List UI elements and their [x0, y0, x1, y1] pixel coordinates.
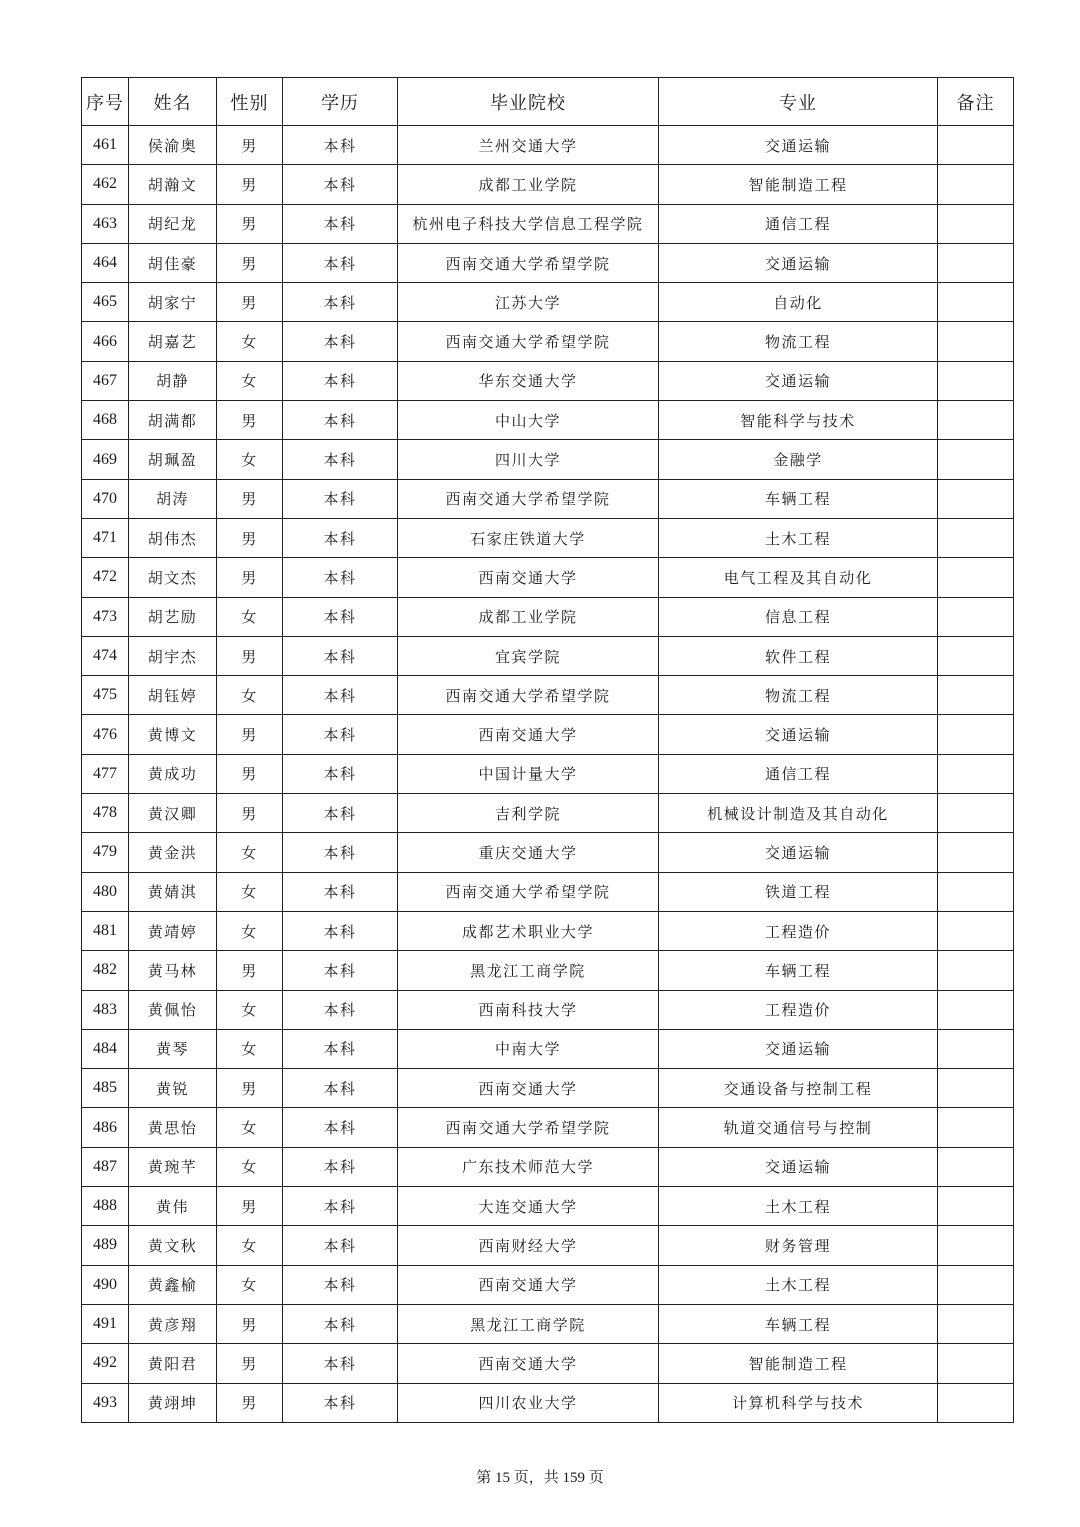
- cell-remarks: [938, 518, 1014, 557]
- table-body: [82, 126, 1014, 1423]
- cell-gender: 女: [217, 1147, 283, 1186]
- cell-major: 车辆工程: [659, 479, 938, 518]
- cell-serial-number: 473: [82, 597, 129, 636]
- cell-gender: 男: [217, 1344, 283, 1383]
- cell-serial-number: 480: [82, 872, 129, 911]
- cell-remarks: [938, 243, 1014, 282]
- table-row: [82, 1344, 1014, 1383]
- cell-education: 本科: [283, 361, 398, 400]
- cell-serial-number: 486: [82, 1108, 129, 1147]
- cell-name: 黄婧淇: [129, 872, 217, 911]
- cell-school: 西南交通大学希望学院: [398, 479, 659, 518]
- cell-education: 本科: [283, 518, 398, 557]
- cell-major: 交通运输: [659, 833, 938, 872]
- cell-school: 西南科技大学: [398, 990, 659, 1029]
- cell-remarks: [938, 204, 1014, 243]
- cell-education: 本科: [283, 1265, 398, 1304]
- cell-major: 财务管理: [659, 1226, 938, 1265]
- cell-name: 黄锐: [129, 1069, 217, 1108]
- cell-name: 胡艺励: [129, 597, 217, 636]
- cell-gender: 男: [217, 715, 283, 754]
- cell-serial-number: 477: [82, 754, 129, 793]
- table-row: [82, 754, 1014, 793]
- cell-remarks: [938, 165, 1014, 204]
- header-serial-number: 序号: [82, 78, 129, 126]
- cell-name: 胡佳豪: [129, 243, 217, 282]
- cell-name: 胡纪龙: [129, 204, 217, 243]
- cell-school: 西南交通大学: [398, 1344, 659, 1383]
- cell-name: 胡珮盈: [129, 440, 217, 479]
- cell-major: 通信工程: [659, 204, 938, 243]
- cell-serial-number: 483: [82, 990, 129, 1029]
- cell-education: 本科: [283, 1069, 398, 1108]
- cell-gender: 男: [217, 794, 283, 833]
- cell-school: 西南交通大学希望学院: [398, 243, 659, 282]
- table-row: [82, 283, 1014, 322]
- cell-major: 交通设备与控制工程: [659, 1069, 938, 1108]
- cell-school: 西南交通大学: [398, 558, 659, 597]
- cell-major: 物流工程: [659, 676, 938, 715]
- cell-major: 电气工程及其自动化: [659, 558, 938, 597]
- cell-name: 胡满都: [129, 401, 217, 440]
- cell-remarks: [938, 990, 1014, 1029]
- cell-serial-number: 488: [82, 1187, 129, 1226]
- cell-gender: 女: [217, 1226, 283, 1265]
- cell-school: 西南交通大学: [398, 1265, 659, 1304]
- cell-name: 黄文秋: [129, 1226, 217, 1265]
- cell-gender: 女: [217, 1265, 283, 1304]
- table-row: [82, 440, 1014, 479]
- cell-school: 兰州交通大学: [398, 126, 659, 165]
- cell-major: 通信工程: [659, 754, 938, 793]
- cell-education: 本科: [283, 715, 398, 754]
- cell-major: 金融学: [659, 440, 938, 479]
- table-row: [82, 676, 1014, 715]
- cell-gender: 男: [217, 558, 283, 597]
- cell-name: 黄成功: [129, 754, 217, 793]
- cell-school: 西南交通大学: [398, 1069, 659, 1108]
- cell-school: 西南交通大学希望学院: [398, 676, 659, 715]
- cell-name: 胡伟杰: [129, 518, 217, 557]
- cell-gender: 女: [217, 361, 283, 400]
- cell-gender: 女: [217, 833, 283, 872]
- table-row: [82, 322, 1014, 361]
- cell-education: 本科: [283, 636, 398, 675]
- cell-education: 本科: [283, 1108, 398, 1147]
- cell-education: 本科: [283, 243, 398, 282]
- cell-education: 本科: [283, 872, 398, 911]
- cell-school: 杭州电子科技大学信息工程学院: [398, 204, 659, 243]
- cell-major: 轨道交通信号与控制: [659, 1108, 938, 1147]
- cell-education: 本科: [283, 833, 398, 872]
- table-row: [82, 872, 1014, 911]
- cell-major: 交通运输: [659, 126, 938, 165]
- cell-education: 本科: [283, 204, 398, 243]
- cell-education: 本科: [283, 401, 398, 440]
- cell-school: 黑龙江工商学院: [398, 1304, 659, 1343]
- cell-gender: 男: [217, 165, 283, 204]
- cell-major: 土木工程: [659, 1187, 938, 1226]
- header-row: [82, 78, 1014, 126]
- cell-major: 车辆工程: [659, 1304, 938, 1343]
- cell-remarks: [938, 597, 1014, 636]
- cell-gender: 女: [217, 322, 283, 361]
- cell-gender: 女: [217, 872, 283, 911]
- cell-education: 本科: [283, 558, 398, 597]
- cell-school: 江苏大学: [398, 283, 659, 322]
- cell-gender: 男: [217, 126, 283, 165]
- cell-remarks: [938, 283, 1014, 322]
- cell-school: 石家庄铁道大学: [398, 518, 659, 557]
- cell-remarks: [938, 1069, 1014, 1108]
- cell-gender: 女: [217, 990, 283, 1029]
- cell-major: 交通运输: [659, 361, 938, 400]
- cell-major: 智能制造工程: [659, 1344, 938, 1383]
- cell-school: 西南财经大学: [398, 1226, 659, 1265]
- cell-remarks: [938, 440, 1014, 479]
- cell-education: 本科: [283, 440, 398, 479]
- cell-serial-number: 464: [82, 243, 129, 282]
- cell-major: 铁道工程: [659, 872, 938, 911]
- cell-name: 黄汉卿: [129, 794, 217, 833]
- cell-school: 华东交通大学: [398, 361, 659, 400]
- cell-school: 成都工业学院: [398, 165, 659, 204]
- header-major: 专业: [659, 78, 938, 126]
- table-row: [82, 1147, 1014, 1186]
- roster-table: [81, 77, 1014, 1423]
- cell-school: 重庆交通大学: [398, 833, 659, 872]
- cell-school: 大连交通大学: [398, 1187, 659, 1226]
- cell-education: 本科: [283, 322, 398, 361]
- header-school: 毕业院校: [398, 78, 659, 126]
- page-footer: 第 15 页，共 159 页: [476, 1470, 604, 1486]
- cell-serial-number: 471: [82, 518, 129, 557]
- cell-school: 四川大学: [398, 440, 659, 479]
- cell-name: 胡家宁: [129, 283, 217, 322]
- cell-education: 本科: [283, 911, 398, 950]
- cell-gender: 男: [217, 1383, 283, 1422]
- cell-gender: 男: [217, 243, 283, 282]
- cell-serial-number: 479: [82, 833, 129, 872]
- cell-major: 智能制造工程: [659, 165, 938, 204]
- cell-serial-number: 461: [82, 126, 129, 165]
- cell-school: 西南交通大学希望学院: [398, 872, 659, 911]
- cell-name: 黄伟: [129, 1187, 217, 1226]
- table-row: [82, 597, 1014, 636]
- cell-education: 本科: [283, 1029, 398, 1068]
- cell-major: 信息工程: [659, 597, 938, 636]
- cell-gender: 女: [217, 1029, 283, 1068]
- cell-remarks: [938, 794, 1014, 833]
- cell-remarks: [938, 872, 1014, 911]
- cell-school: 成都工业学院: [398, 597, 659, 636]
- cell-gender: 男: [217, 636, 283, 675]
- cell-serial-number: 468: [82, 401, 129, 440]
- cell-name: 胡宇杰: [129, 636, 217, 675]
- cell-school: 吉利学院: [398, 794, 659, 833]
- cell-name: 黄博文: [129, 715, 217, 754]
- cell-education: 本科: [283, 754, 398, 793]
- cell-gender: 女: [217, 440, 283, 479]
- cell-education: 本科: [283, 794, 398, 833]
- cell-serial-number: 466: [82, 322, 129, 361]
- cell-name: 黄思怡: [129, 1108, 217, 1147]
- cell-major: 工程造价: [659, 911, 938, 950]
- cell-education: 本科: [283, 951, 398, 990]
- cell-serial-number: 476: [82, 715, 129, 754]
- cell-remarks: [938, 1226, 1014, 1265]
- cell-school: 中国计量大学: [398, 754, 659, 793]
- cell-remarks: [938, 558, 1014, 597]
- cell-major: 交通运输: [659, 243, 938, 282]
- header-gender: 性别: [217, 78, 283, 126]
- cell-gender: 男: [217, 951, 283, 990]
- cell-serial-number: 465: [82, 283, 129, 322]
- cell-school: 广东技术师范大学: [398, 1147, 659, 1186]
- cell-education: 本科: [283, 676, 398, 715]
- cell-remarks: [938, 833, 1014, 872]
- cell-education: 本科: [283, 1226, 398, 1265]
- cell-major: 土木工程: [659, 518, 938, 557]
- cell-gender: 女: [217, 597, 283, 636]
- cell-remarks: [938, 951, 1014, 990]
- cell-education: 本科: [283, 165, 398, 204]
- table-row: [82, 1029, 1014, 1068]
- cell-name: 黄阳君: [129, 1344, 217, 1383]
- cell-serial-number: 489: [82, 1226, 129, 1265]
- table-row: [82, 951, 1014, 990]
- cell-major: 物流工程: [659, 322, 938, 361]
- cell-name: 胡钰婷: [129, 676, 217, 715]
- cell-school: 中山大学: [398, 401, 659, 440]
- cell-school: 中南大学: [398, 1029, 659, 1068]
- cell-serial-number: 470: [82, 479, 129, 518]
- cell-education: 本科: [283, 1344, 398, 1383]
- cell-remarks: [938, 1265, 1014, 1304]
- cell-name: 黄琴: [129, 1029, 217, 1068]
- table-header: [82, 78, 1014, 126]
- cell-remarks: [938, 126, 1014, 165]
- cell-school: 西南交通大学希望学院: [398, 322, 659, 361]
- cell-major: 土木工程: [659, 1265, 938, 1304]
- cell-name: 黄金洪: [129, 833, 217, 872]
- cell-remarks: [938, 636, 1014, 675]
- table-row: [82, 833, 1014, 872]
- cell-name: 黄靖婷: [129, 911, 217, 950]
- cell-gender: 男: [217, 401, 283, 440]
- header-education: 学历: [283, 78, 398, 126]
- table-row: [82, 518, 1014, 557]
- cell-major: 交通运输: [659, 715, 938, 754]
- table-row: [82, 558, 1014, 597]
- cell-gender: 男: [217, 479, 283, 518]
- cell-serial-number: 485: [82, 1069, 129, 1108]
- cell-gender: 男: [217, 283, 283, 322]
- cell-gender: 男: [217, 754, 283, 793]
- cell-remarks: [938, 754, 1014, 793]
- cell-remarks: [938, 322, 1014, 361]
- table-row: [82, 990, 1014, 1029]
- cell-education: 本科: [283, 990, 398, 1029]
- cell-name: 黄佩怡: [129, 990, 217, 1029]
- table-row: [82, 479, 1014, 518]
- table-row: [82, 1304, 1014, 1343]
- cell-serial-number: 482: [82, 951, 129, 990]
- cell-school: 成都艺术职业大学: [398, 911, 659, 950]
- table-row: [82, 794, 1014, 833]
- cell-remarks: [938, 479, 1014, 518]
- cell-serial-number: 478: [82, 794, 129, 833]
- cell-name: 胡瀚文: [129, 165, 217, 204]
- cell-major: 自动化: [659, 283, 938, 322]
- cell-serial-number: 474: [82, 636, 129, 675]
- cell-remarks: [938, 1304, 1014, 1343]
- cell-major: 计算机科学与技术: [659, 1383, 938, 1422]
- cell-serial-number: 492: [82, 1344, 129, 1383]
- cell-school: 黑龙江工商学院: [398, 951, 659, 990]
- cell-name: 胡涛: [129, 479, 217, 518]
- cell-serial-number: 467: [82, 361, 129, 400]
- cell-major: 交通运输: [659, 1147, 938, 1186]
- cell-name: 侯渝奥: [129, 126, 217, 165]
- table-row: [82, 1187, 1014, 1226]
- cell-education: 本科: [283, 1187, 398, 1226]
- cell-serial-number: 462: [82, 165, 129, 204]
- table-row: [82, 636, 1014, 675]
- cell-remarks: [938, 676, 1014, 715]
- cell-major: 车辆工程: [659, 951, 938, 990]
- table-row: [82, 1383, 1014, 1422]
- header-name: 姓名: [129, 78, 217, 126]
- table-row: [82, 715, 1014, 754]
- table-row: [82, 1226, 1014, 1265]
- table-row: [82, 361, 1014, 400]
- table-row: [82, 401, 1014, 440]
- cell-major: 智能科学与技术: [659, 401, 938, 440]
- cell-education: 本科: [283, 1383, 398, 1422]
- cell-major: 机械设计制造及其自动化: [659, 794, 938, 833]
- cell-serial-number: 487: [82, 1147, 129, 1186]
- cell-gender: 女: [217, 911, 283, 950]
- cell-name: 胡嘉艺: [129, 322, 217, 361]
- cell-gender: 女: [217, 676, 283, 715]
- table-row: [82, 243, 1014, 282]
- cell-remarks: [938, 361, 1014, 400]
- cell-name: 黄鑫榆: [129, 1265, 217, 1304]
- cell-education: 本科: [283, 126, 398, 165]
- cell-serial-number: 472: [82, 558, 129, 597]
- cell-gender: 男: [217, 1069, 283, 1108]
- cell-gender: 男: [217, 204, 283, 243]
- cell-school: 西南交通大学: [398, 715, 659, 754]
- cell-school: 西南交通大学希望学院: [398, 1108, 659, 1147]
- table-row: [82, 204, 1014, 243]
- cell-education: 本科: [283, 597, 398, 636]
- cell-serial-number: 469: [82, 440, 129, 479]
- header-remarks: 备注: [938, 78, 1014, 126]
- cell-name: 黄马林: [129, 951, 217, 990]
- cell-name: 胡静: [129, 361, 217, 400]
- cell-remarks: [938, 911, 1014, 950]
- cell-name: 黄彦翔: [129, 1304, 217, 1343]
- cell-education: 本科: [283, 479, 398, 518]
- table-row: [82, 165, 1014, 204]
- cell-name: 胡文杰: [129, 558, 217, 597]
- cell-major: 交通运输: [659, 1029, 938, 1068]
- cell-name: 黄琬芊: [129, 1147, 217, 1186]
- cell-serial-number: 475: [82, 676, 129, 715]
- cell-serial-number: 484: [82, 1029, 129, 1068]
- cell-major: 软件工程: [659, 636, 938, 675]
- table-row: [82, 1108, 1014, 1147]
- cell-serial-number: 481: [82, 911, 129, 950]
- cell-gender: 男: [217, 1304, 283, 1343]
- cell-serial-number: 493: [82, 1383, 129, 1422]
- cell-remarks: [938, 1344, 1014, 1383]
- cell-education: 本科: [283, 1147, 398, 1186]
- cell-remarks: [938, 1187, 1014, 1226]
- cell-education: 本科: [283, 283, 398, 322]
- cell-remarks: [938, 401, 1014, 440]
- cell-remarks: [938, 1108, 1014, 1147]
- cell-school: 四川农业大学: [398, 1383, 659, 1422]
- cell-gender: 男: [217, 518, 283, 557]
- cell-remarks: [938, 1029, 1014, 1068]
- cell-remarks: [938, 1147, 1014, 1186]
- cell-education: 本科: [283, 1304, 398, 1343]
- cell-major: 工程造价: [659, 990, 938, 1029]
- cell-school: 宜宾学院: [398, 636, 659, 675]
- cell-remarks: [938, 715, 1014, 754]
- table-row: [82, 126, 1014, 165]
- cell-remarks: [938, 1383, 1014, 1422]
- cell-serial-number: 490: [82, 1265, 129, 1304]
- cell-serial-number: 491: [82, 1304, 129, 1343]
- cell-name: 黄翊坤: [129, 1383, 217, 1422]
- table-row: [82, 911, 1014, 950]
- cell-gender: 男: [217, 1187, 283, 1226]
- cell-serial-number: 463: [82, 204, 129, 243]
- cell-gender: 女: [217, 1108, 283, 1147]
- table-row: [82, 1069, 1014, 1108]
- table-row: [82, 1265, 1014, 1304]
